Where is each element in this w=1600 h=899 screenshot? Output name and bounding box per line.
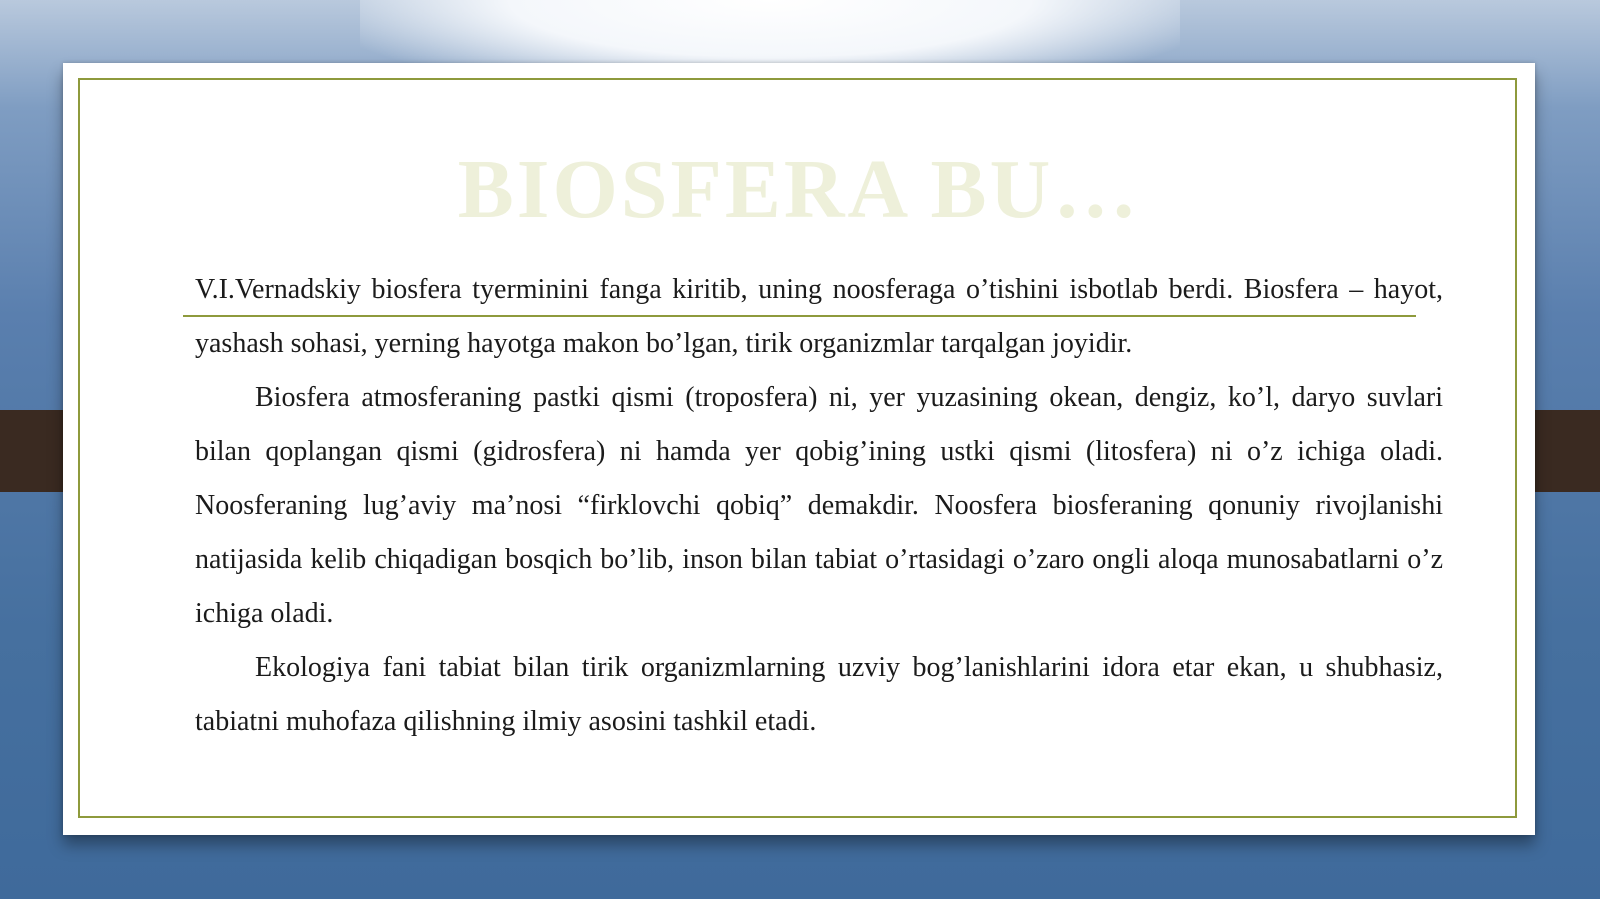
paragraph-1: V.I.Vernadskiy biosfera tyerminini fanga kiritib, uning noosferaga o’tishini isbotlab berdi. Biosfera – hayot, yashash sohasi, yerning hayotga makon bo’lgan, tirik organizmlar tarqalgan joyidir. [195, 274, 1443, 359]
slide-card [63, 63, 1535, 835]
paragraph-2: Biosfera atmosferaning pastki qismi (troposfera) ni, yer yuzasining okean, dengiz, ko’l, daryo suvlari bilan qoplangan qismi (gidrosfera) ni hamda yer qobig’ining ustki qismi (litosfera) ni o’z ichiga oladi. Noosferaning lug’aviy ma’nosi “firklovchi qobiq” demakdir. Noosfera biosferaning qonuniy rivojlanishi natijasida kelib chiqadigan bosqich bo’lib, inson bilan tabiat o’rtasidagi o’zaro ongli aloqa munosabatlarni o’z ichiga oladi. [195, 382, 1443, 629]
slide-body [195, 263, 1443, 749]
slide-title: BIOSFERA BU… [457, 143, 1141, 236]
paragraph-3: Ekologiya fani tabiat bilan tirik organizmlarning uzviy bog’lanishlarini idora etar ekan, u shubhasiz, tabiatni muhofaza qilishning ilmiy asosini tashkil etadi. [195, 652, 1443, 737]
